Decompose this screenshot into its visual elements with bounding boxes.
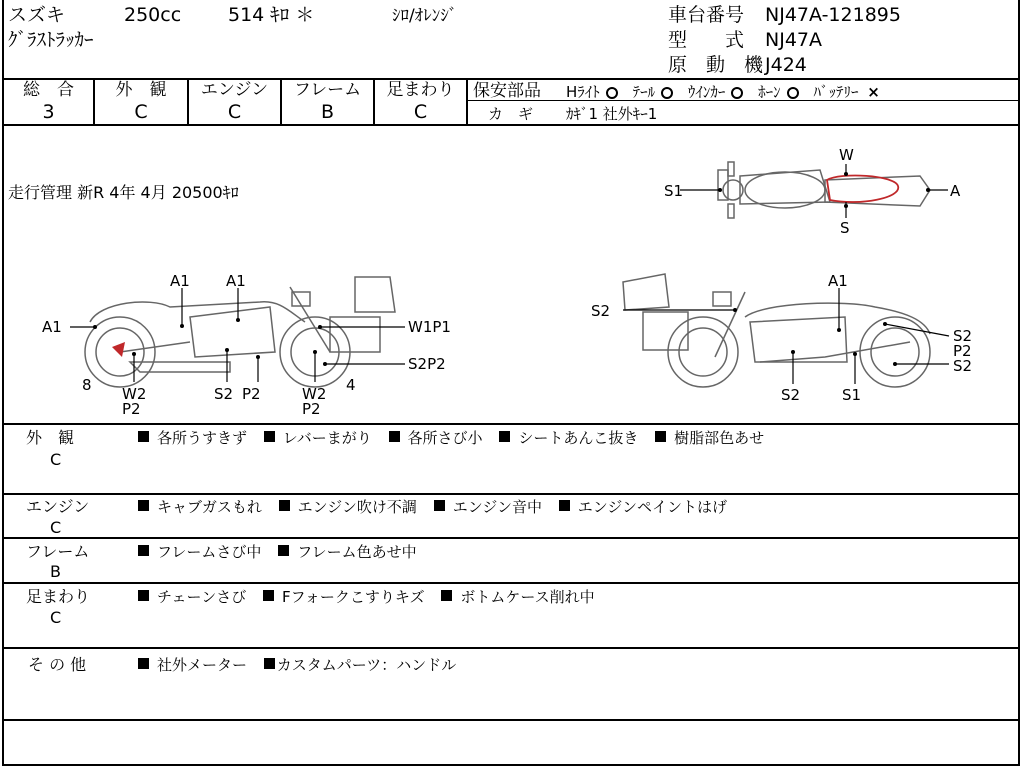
grade-suspension-label: 足まわり (386, 80, 455, 100)
tail-label: ﾃｰﾙ (632, 83, 656, 101)
type-label: 型 式 (668, 29, 745, 51)
detail-label: エンジン (26, 497, 90, 516)
grade-frame: B (320, 101, 335, 123)
top-view-svg (640, 140, 980, 240)
model-name: ｸﾞﾗｽﾄﾗｯｶｰ (8, 29, 94, 51)
frame-no: NJ47A-121895 (765, 4, 901, 26)
displacement: 250cc (124, 4, 182, 26)
detail-item: 各所さび小 (407, 429, 483, 447)
grade-exterior: C (134, 101, 148, 123)
right-label-a1: A1 (828, 272, 848, 290)
key-value: ｶｷﾞ1 社外ｷｰ1 (566, 105, 658, 123)
grade-engine-label: エンジン (200, 80, 269, 100)
type-value: NJ47A (765, 29, 822, 51)
divider (2, 493, 1020, 495)
detail-item: フレーム色あせ中 (297, 543, 417, 561)
divider (2, 647, 1020, 649)
detail-label: フレーム (26, 542, 90, 561)
body-color: ｼﾛ/ｵﾚﾝｼﾞ (392, 6, 458, 26)
grade-engine: C (227, 101, 242, 123)
left-label-4: 4 (346, 376, 356, 394)
left-label-a1-rear: A1 (226, 272, 246, 290)
left-label-p2-front: P2 (302, 400, 321, 418)
right-label-s2-bottom: S2 (781, 386, 801, 404)
winker-ok-icon (731, 87, 743, 99)
detail-item: チェーンさび (157, 588, 247, 606)
detail-item: 各所うすきず (157, 429, 248, 447)
top-label-w: W (839, 146, 854, 164)
detail-item: 社外メーター (157, 656, 248, 674)
horn-ok-icon (787, 87, 799, 99)
detail-grade: C (50, 518, 62, 537)
divider (2, 423, 1020, 425)
horn-label: ﾎｰﾝ (758, 83, 781, 101)
detail-item: レバーまがり (282, 429, 372, 447)
headlight-ok-icon (606, 87, 618, 99)
battery-ng-mark: × (867, 83, 880, 101)
left-label-p2: P2 (122, 400, 141, 418)
detail-item: カスタムパーツ：ハンドル (276, 656, 457, 674)
divider (2, 719, 1020, 721)
detail-label: 足まわり (26, 587, 91, 606)
top-label-s: S (840, 219, 850, 237)
engine-value: J424 (765, 54, 807, 76)
winker-label: ｳｲﾝｶｰ (687, 83, 726, 101)
divider (2, 537, 1020, 539)
top-view-diagram (640, 140, 980, 240)
detail-item: ボトムケース削れ中 (460, 588, 595, 606)
detail-grade: C (50, 450, 62, 469)
detail-items (138, 542, 429, 562)
left-label-8: 8 (82, 376, 92, 394)
detail-item: シートあんこ抜き (518, 429, 639, 447)
top-label-s1: S1 (664, 182, 684, 200)
left-label-s2p2: S2P2 (408, 355, 446, 373)
divider (2, 582, 1020, 584)
detail-items (138, 428, 776, 448)
grade-frame-label: フレーム (293, 80, 362, 100)
detail-item: Fフォークこすりキズ (282, 588, 425, 606)
maker: スズキ (8, 4, 66, 26)
left-label-a1-mid: A1 (170, 272, 190, 290)
right-label-s2-1: S2 (953, 327, 973, 345)
mileage-history: 走行管理 新R 4年 4月 20500ｷﾛ (8, 183, 239, 202)
divider (2, 124, 1020, 126)
detail-items (138, 587, 607, 607)
grade-total-label: 総 合 (23, 80, 74, 100)
right-side-diagram (585, 262, 985, 422)
headlight-label: Hﾗｲﾄ (566, 83, 600, 101)
mileage: 514 ｷﾛ ＊ (228, 4, 315, 26)
right-label-s2-2: S2 (953, 357, 973, 375)
grade-total: 3 (42, 101, 55, 123)
left-label-p2-mid: P2 (242, 385, 261, 403)
safety-label: 保安部品 (473, 81, 541, 101)
detail-items (138, 497, 739, 517)
detail-item: エンジン音中 (452, 498, 542, 516)
detail-label: そ の 他 (28, 655, 87, 674)
left-side-diagram (30, 262, 470, 422)
right-label-p2: P2 (953, 342, 972, 360)
right-label-s1-bottom: S1 (842, 386, 862, 404)
grade-suspension: C (413, 101, 428, 123)
detail-item: エンジンペイントはげ (577, 498, 727, 516)
detail-grade: B (50, 562, 61, 581)
grade-exterior-label: 外 観 (115, 80, 167, 100)
tail-ok-icon (661, 87, 673, 99)
detail-item: フレームさび中 (157, 543, 262, 561)
top-label-a: A (950, 182, 961, 200)
detail-item: キャブガスもれ (157, 498, 262, 516)
right-side-svg (585, 262, 985, 422)
detail-items (138, 655, 468, 675)
divider (466, 78, 468, 126)
left-label-w2-front: W2 (302, 385, 327, 403)
detail-item: 樹脂部色あせ (674, 429, 765, 447)
left-label-w1p1: W1P1 (408, 318, 451, 336)
right-label-s2-top: S2 (591, 302, 611, 320)
engine-label: 原 動 機 (668, 54, 764, 76)
detail-label: 外 観 (26, 428, 75, 447)
key-label: カ ギ (488, 105, 534, 123)
battery-label: ﾊﾞｯﾃﾘｰ (813, 83, 859, 101)
left-label-a1-front: A1 (42, 318, 62, 336)
frame-no-label: 車台番号 (668, 4, 745, 26)
left-label-s2: S2 (214, 385, 234, 403)
detail-grade: C (50, 608, 62, 627)
safety-items (566, 82, 880, 102)
left-side-svg (30, 262, 470, 422)
left-label-w2: W2 (122, 385, 147, 403)
detail-item: エンジン吹け不調 (297, 498, 417, 516)
